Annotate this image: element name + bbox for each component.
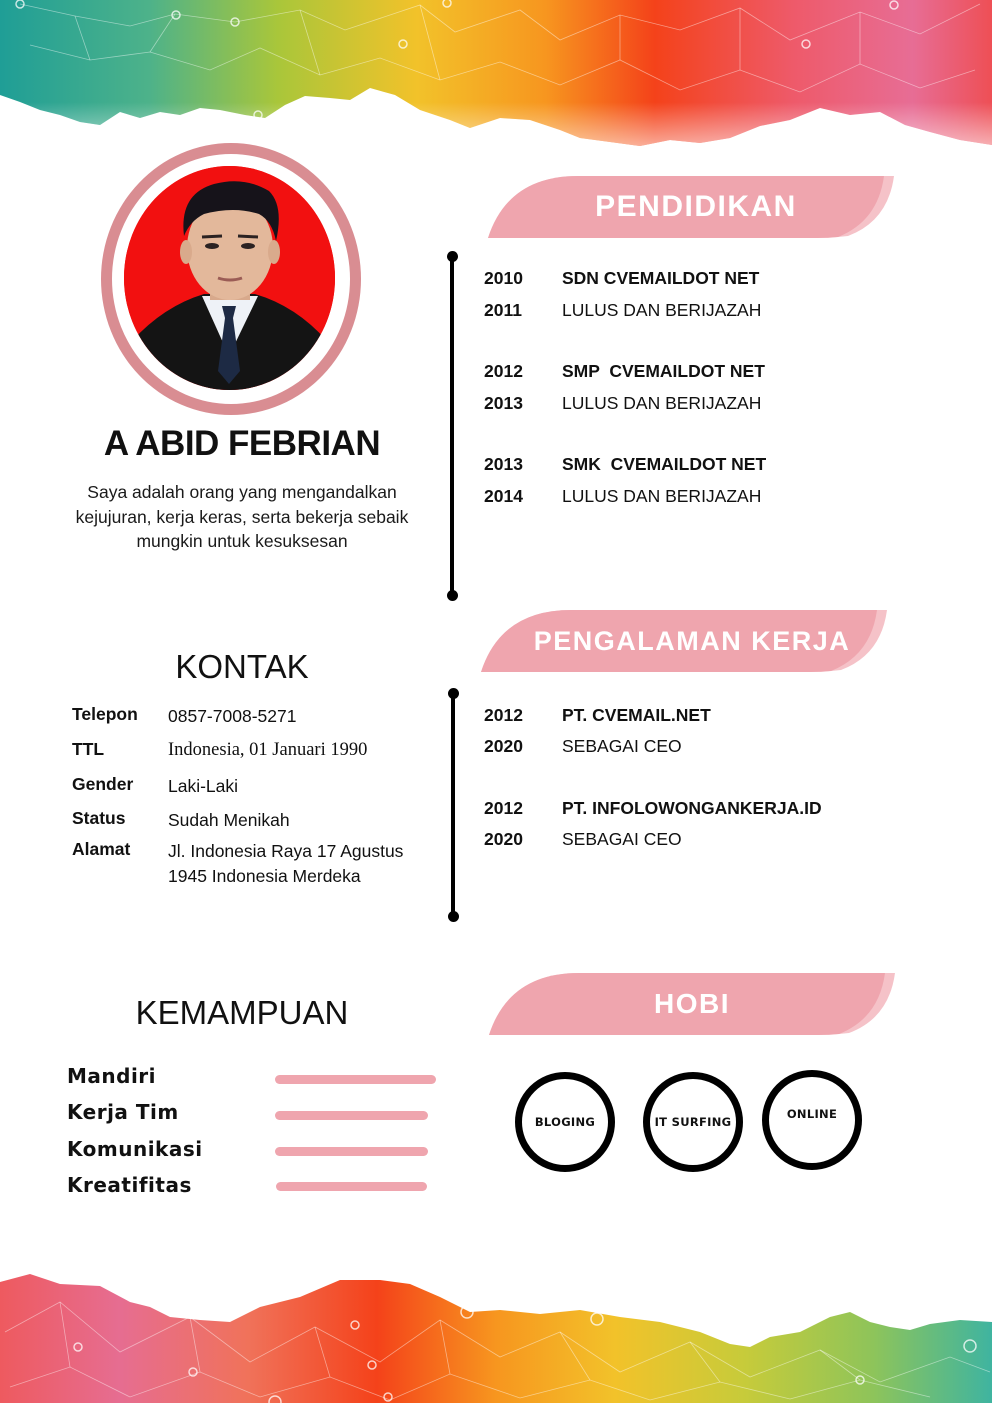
contact-value: 0857-7008-5271 [168,706,297,726]
year-start: 2012 [484,798,523,818]
hobby-circle-blogging [515,1072,615,1172]
experience-header [481,610,887,672]
skill-bar-kreatifitas [276,1182,427,1191]
education-title: PENDIDIKAN [595,190,797,223]
skill-label-kreatifitas: Kreatifitas [67,1173,192,1197]
company-name: PT. INFOLOWONGANKERJA.ID [562,798,822,818]
education-note: LULUS DAN BERIJAZAH [562,300,762,320]
job-role: SEBAGAI CEO [562,829,682,849]
year-start: 2012 [484,705,523,725]
profile-bio: Saya adalah orang yang mengandalkan kejujuran, kerja keras, serta bekerja sebaik mungkin untuk kesuksesan [75,482,409,551]
hobby-circle-online [762,1070,862,1170]
education-note: LULUS DAN BERIJAZAH [562,486,762,506]
contact-label: TTL [72,739,105,759]
year-end: 2011 [484,300,522,320]
skill-bar-komunikasi [275,1147,428,1156]
contact-value: Jl. Indonesia Raya 17 Agustus [168,841,404,861]
contact-value: Sudah Menikah [168,810,290,830]
education-header [488,176,894,238]
education-note: LULUS DAN BERIJAZAH [562,393,762,413]
contact-label: Telepon [72,704,138,724]
contact-label: Alamat [72,839,131,859]
year-end: 2020 [484,829,523,849]
contact-value: Laki-Laki [168,776,239,796]
school-name: SMK CVEMAILDOT NET [562,454,767,474]
skill-bar-mandiri [275,1075,436,1084]
hobby-label: IT SURFING [654,1115,732,1129]
skill-label-kerja-tim: Kerja Tim [67,1100,179,1124]
contact-value-line2: 1945 Indonesia Merdeka [168,866,361,886]
timeline-line-education [450,256,454,596]
skill-label-mandiri: Mandiri [67,1064,157,1088]
profile-name: A ABID FEBRIAN [103,424,381,463]
experience-title: PENGALAMAN KERJA [533,626,851,656]
timeline-dot [448,911,459,922]
contact-value: Indonesia, 01 Januari 1990 [168,740,368,760]
skills-title: KEMAMPUAN [135,994,349,1031]
year-end: 2014 [484,486,523,506]
profile-photo [124,166,335,390]
watercolor-header-decoration [0,0,992,160]
timeline-line-experience [451,693,455,917]
hobby-circle-it-surfing [643,1072,743,1172]
hobby-label: BLOGING [534,1115,596,1129]
job-role: SEBAGAI CEO [562,736,682,756]
hobbies-title: HOBI [654,988,730,1019]
watercolor-footer-decoration [0,1262,992,1403]
school-name: SMP CVEMAILDOT NET [562,361,765,381]
year-end: 2020 [484,736,523,756]
year-start: 2012 [484,361,523,381]
contact-title: KONTAK [175,648,309,685]
timeline-dot [447,590,458,601]
skill-label-komunikasi: Komunikasi [67,1137,203,1161]
year-start: 2013 [484,454,523,474]
contact-label: Status [72,808,126,828]
year-end: 2013 [484,393,523,413]
school-name: SDN CVEMAILDOT NET [562,268,760,288]
skill-bar-kerja-tim [275,1111,428,1120]
year-start: 2010 [484,268,523,288]
hobby-label: ONLINE [786,1107,838,1121]
hobbies-header [489,973,895,1035]
company-name: PT. CVEMAIL.NET [562,705,711,725]
contact-label: Gender [72,774,134,794]
